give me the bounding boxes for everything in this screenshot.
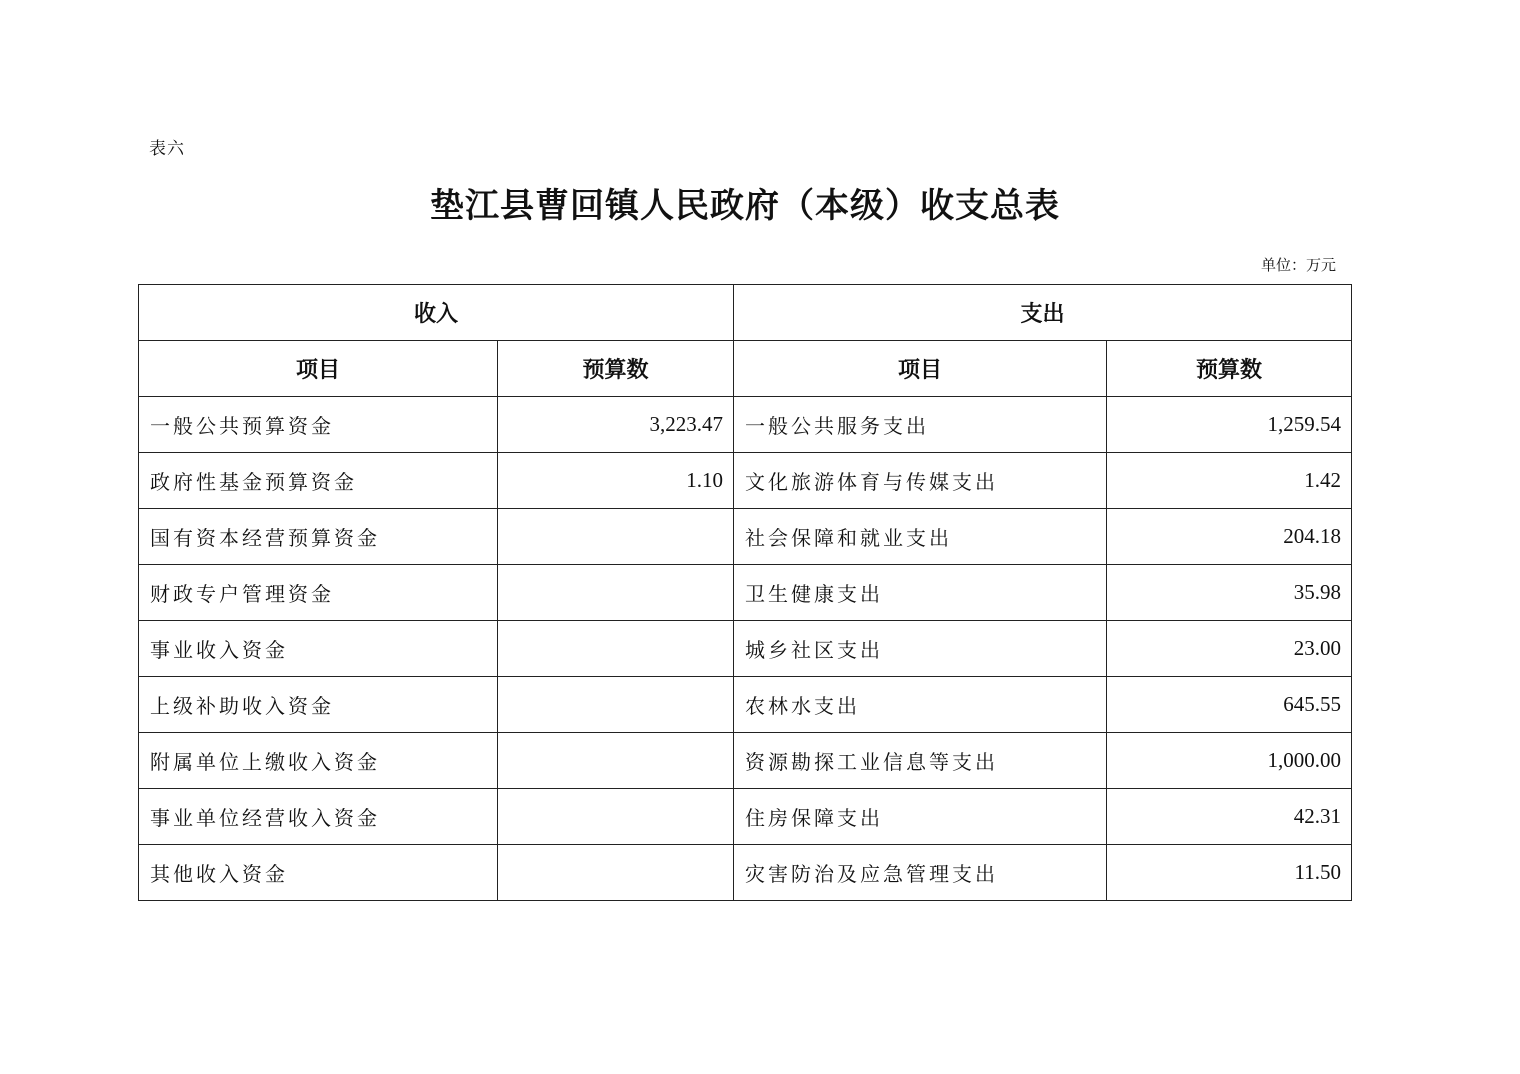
expense-item-cell: 卫生健康支出 (734, 565, 1107, 621)
table-row (139, 397, 1352, 453)
table-row (139, 789, 1352, 845)
unit-label: 单位：万元 (1260, 256, 1336, 274)
income-budget-cell (498, 733, 734, 789)
table-row (139, 621, 1352, 677)
table-number-label: 表六 (149, 139, 185, 159)
expense-budget-cell: 11.50 (1107, 845, 1352, 901)
income-item-column-header: 项目 (139, 341, 498, 397)
table-row (139, 733, 1352, 789)
income-item-cell: 事业收入资金 (139, 621, 498, 677)
table-row (139, 845, 1352, 901)
income-item-cell: 事业单位经营收入资金 (139, 789, 498, 845)
income-item-cell: 财政专户管理资金 (139, 565, 498, 621)
expense-budget-cell: 1.42 (1107, 453, 1352, 509)
table-row (139, 677, 1352, 733)
expense-budget-cell: 1,259.54 (1107, 397, 1352, 453)
table-row (139, 509, 1352, 565)
income-budget-cell (498, 565, 734, 621)
income-budget-cell (498, 621, 734, 677)
income-budget-cell (498, 789, 734, 845)
income-budget-cell: 3,223.47 (498, 397, 734, 453)
expense-budget-column-header: 预算数 (1107, 341, 1352, 397)
income-budget-cell: 1.10 (498, 453, 734, 509)
budget-summary-table (138, 284, 1352, 901)
income-budget-cell (498, 845, 734, 901)
income-item-cell: 国有资本经营预算资金 (139, 509, 498, 565)
expense-item-cell: 住房保障支出 (734, 789, 1107, 845)
income-item-cell: 一般公共预算资金 (139, 397, 498, 453)
expense-budget-cell: 645.55 (1107, 677, 1352, 733)
group-header-row (139, 285, 1352, 341)
expense-item-cell: 资源勘探工业信息等支出 (734, 733, 1107, 789)
income-group-header: 收入 (139, 285, 734, 341)
expense-budget-cell: 35.98 (1107, 565, 1352, 621)
document-title: 垫江县曹回镇人民政府（本级）收支总表 (430, 186, 1060, 226)
column-header-row (139, 341, 1352, 397)
expense-budget-cell: 204.18 (1107, 509, 1352, 565)
income-item-cell: 政府性基金预算资金 (139, 453, 498, 509)
expense-item-cell: 城乡社区支出 (734, 621, 1107, 677)
expense-item-cell: 农林水支出 (734, 677, 1107, 733)
expense-group-header: 支出 (734, 285, 1352, 341)
expense-item-column-header: 项目 (734, 341, 1107, 397)
expense-budget-cell: 42.31 (1107, 789, 1352, 845)
expense-budget-cell: 1,000.00 (1107, 733, 1352, 789)
expense-item-cell: 社会保障和就业支出 (734, 509, 1107, 565)
expense-item-cell: 文化旅游体育与传媒支出 (734, 453, 1107, 509)
income-budget-cell (498, 677, 734, 733)
table-row (139, 453, 1352, 509)
income-budget-column-header: 预算数 (498, 341, 734, 397)
income-budget-cell (498, 509, 734, 565)
table-row (139, 565, 1352, 621)
income-item-cell: 附属单位上缴收入资金 (139, 733, 498, 789)
income-item-cell: 其他收入资金 (139, 845, 498, 901)
expense-item-cell: 一般公共服务支出 (734, 397, 1107, 453)
expense-budget-cell: 23.00 (1107, 621, 1352, 677)
expense-item-cell: 灾害防治及应急管理支出 (734, 845, 1107, 901)
income-item-cell: 上级补助收入资金 (139, 677, 498, 733)
